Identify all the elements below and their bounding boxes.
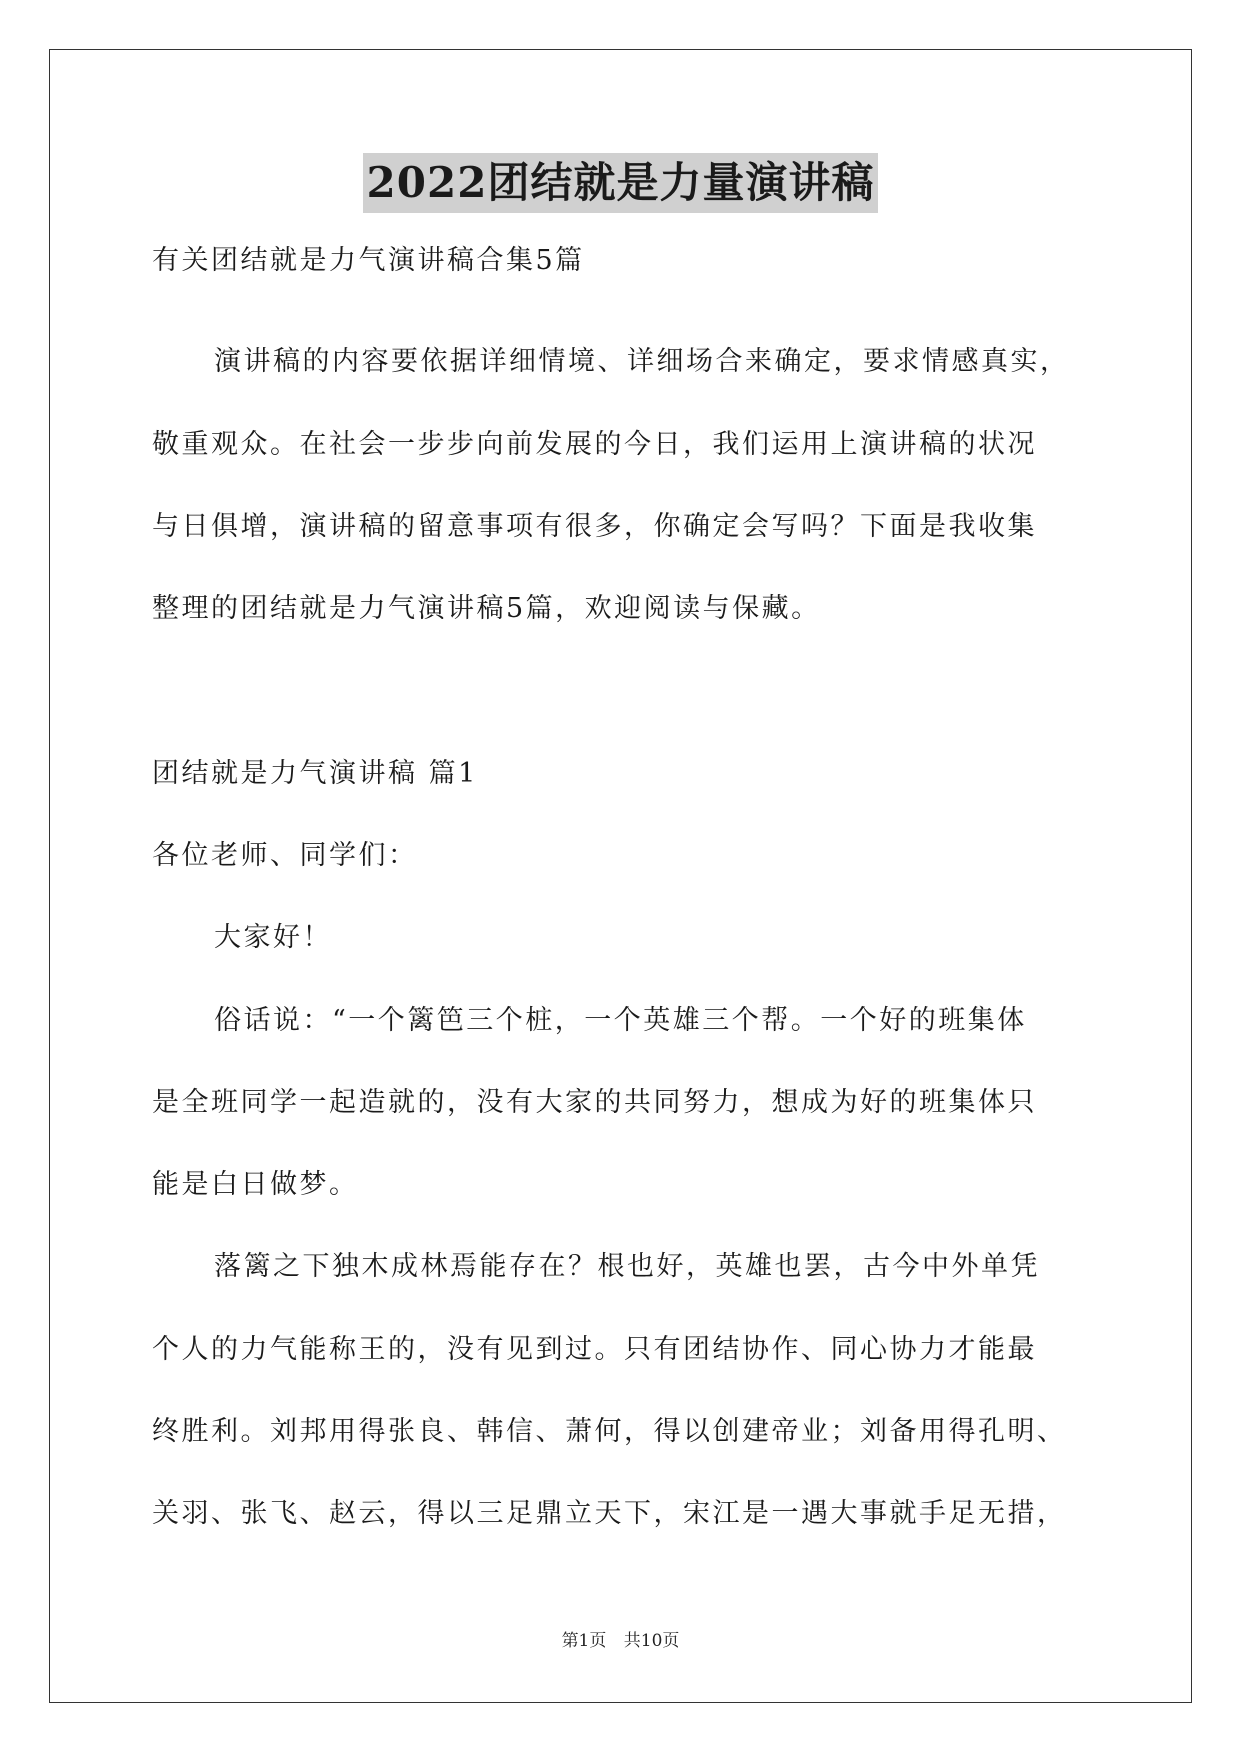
- para2-line-3: 终胜利。刘邦用得张良、韩信、萧何，得以创建帝业；刘备用得孔明、: [152, 1416, 1067, 1447]
- greeting: 大家好！: [214, 922, 332, 953]
- page-footer: [0, 1626, 1241, 1651]
- para1-line-1: 俗话说：“一个篱笆三个桩，一个英雄三个帮。一个好的班集体: [214, 1005, 1027, 1036]
- para1-line-3: 能是白日做梦。: [152, 1169, 359, 1200]
- document-subtitle: 有关团结就是力气演讲稿合集5篇: [152, 245, 585, 276]
- title-container: [0, 153, 1241, 213]
- page-total: 共10页: [623, 1631, 680, 1651]
- intro-line-4: 整理的团结就是力气演讲稿5篇，欢迎阅读与保藏。: [152, 593, 821, 624]
- para2-line-1: 落篱之下独木成林焉能存在？根也好，英雄也罢，古今中外单凭: [214, 1251, 1040, 1282]
- salutation: 各位老师、同学们：: [152, 840, 418, 871]
- intro-line-2: 敬重观众。在社会一步步向前发展的今日，我们运用上演讲稿的状况: [152, 429, 1037, 460]
- para2-line-2: 个人的力气能称王的，没有见到过。只有团结协作、同心协力才能最: [152, 1334, 1037, 1365]
- page-border: [49, 49, 1192, 1703]
- intro-line-3: 与日俱增，演讲稿的留意事项有很多，你确定会写吗？下面是我收集: [152, 511, 1037, 542]
- para2-line-4: 关羽、张飞、赵云，得以三足鼎立天下，宋江是一遇大事就手足无措，: [152, 1498, 1067, 1529]
- page-number: 第1页: [561, 1631, 607, 1651]
- document-title: 2022团结就是力量演讲稿: [363, 153, 879, 213]
- section-heading: 团结就是力气演讲稿 篇1: [152, 758, 478, 789]
- para1-line-2: 是全班同学一起造就的，没有大家的共同努力，想成为好的班集体只: [152, 1087, 1037, 1118]
- intro-line-1: 演讲稿的内容要依据详细情境、详细场合来确定，要求情感真实，: [214, 346, 1070, 377]
